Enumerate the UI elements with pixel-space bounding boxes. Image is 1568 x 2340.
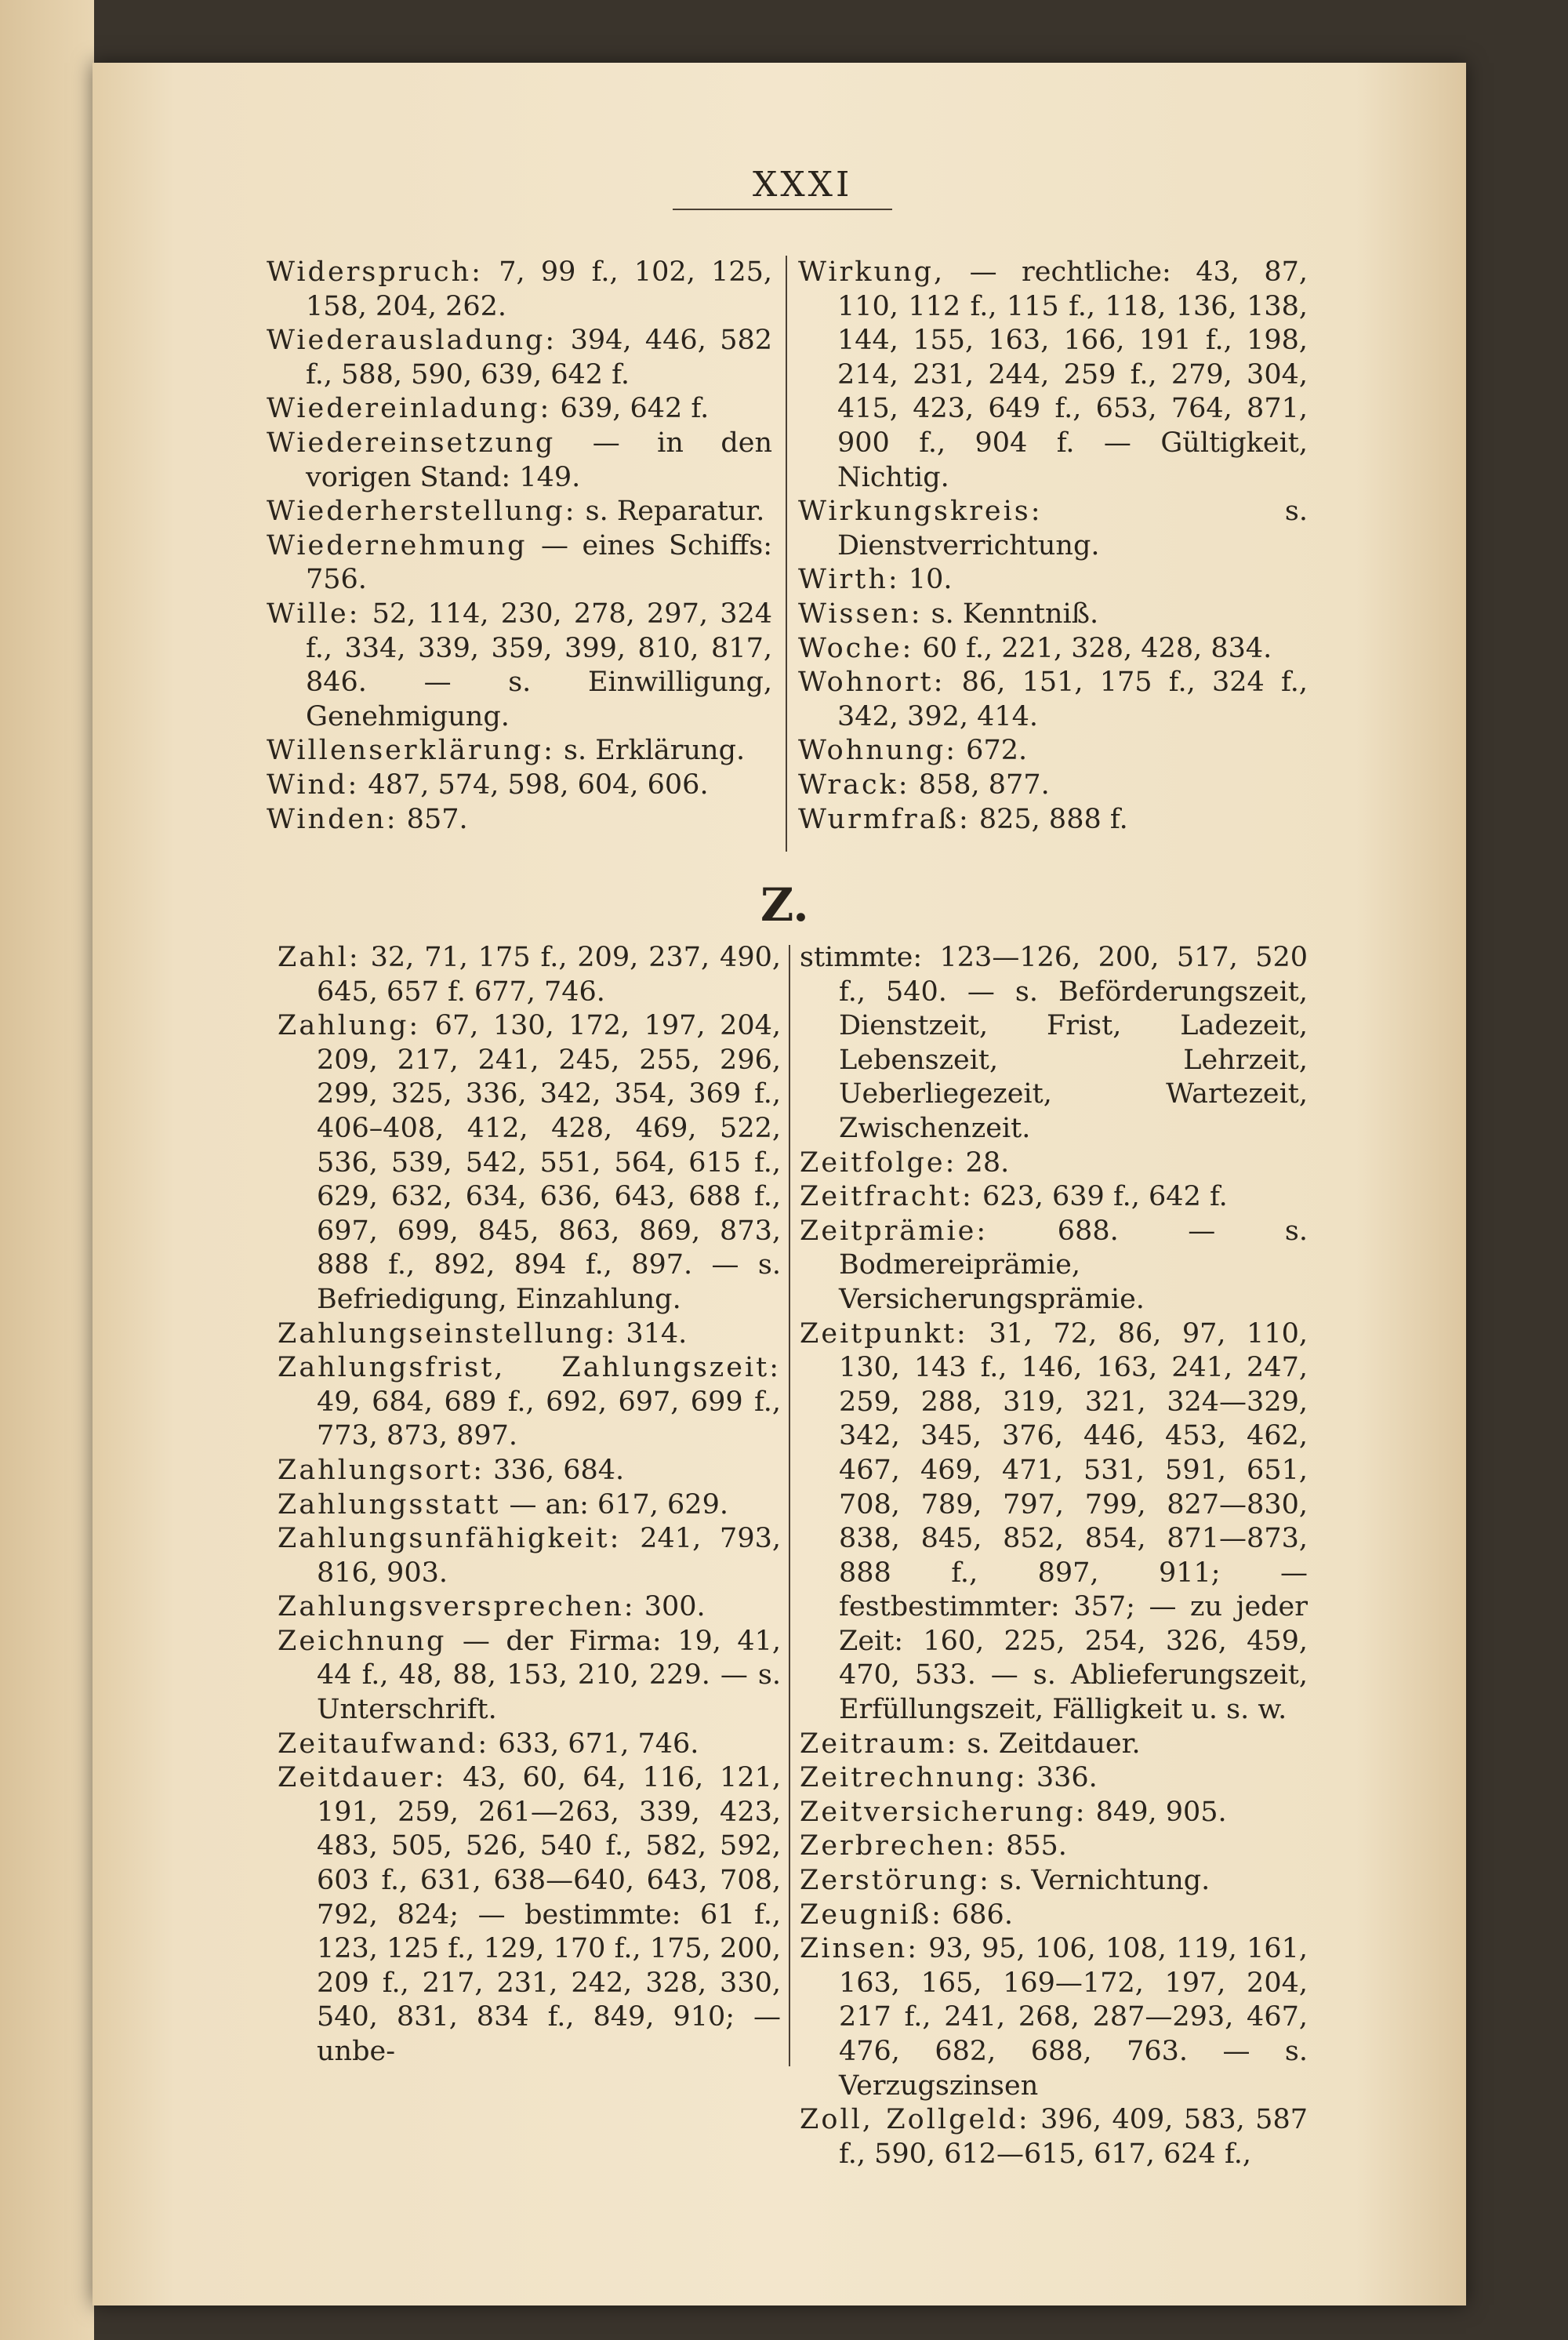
index-references: stimmte: 123—126, 200, 517, 520 f., 540. — s. Beförderungszeit, Dienstzeit, Frist, Ladezeit, Lebenszeit, Lehrzeit, Ueberliegezeit, Wartezeit, Zwischenzeit.	[800, 942, 1308, 1144]
index-references: 855.	[996, 1830, 1067, 1862]
index-references: 857.	[397, 803, 468, 835]
index-headword: Wirkung,	[798, 256, 946, 288]
index-headword: Zeitrechnung:	[800, 1762, 1028, 1794]
index-references: 93, 95, 106, 108, 119, 161, 163, 165, 169—172, 197, 204, 217 f., 241, 268, 287—293, 467, 476, 682, 688, 763. — s. Verzugszinsen	[839, 1933, 1308, 2102]
column-bottom-left	[278, 941, 781, 2069]
index-references: 86, 151, 175 f., 324 f., 342, 392, 414.	[837, 667, 1308, 732]
index-references: s. Reparatur.	[576, 496, 765, 528]
index-references: 241, 793, 816, 903.	[317, 1523, 781, 1589]
index-entry	[798, 563, 1308, 598]
index-entry	[278, 1761, 781, 2069]
index-references: — der Firma: 19, 41, 44 f., 48, 88, 153, 210, 229. — s. Unterschrift.	[317, 1625, 781, 1726]
index-entry	[278, 1625, 781, 1728]
index-headword: Willenserklärung:	[267, 735, 555, 767]
index-entry	[800, 1215, 1308, 1317]
index-headword: Zahl:	[278, 942, 361, 973]
index-references: 396, 409, 583, 587 f., 590, 612—615, 617, 624 f.,	[839, 2104, 1308, 2170]
index-references: 487, 574, 598, 604, 606.	[359, 768, 709, 801]
index-references: 32, 71, 175 f., 209, 237, 490, 645, 657 f. 677, 746.	[317, 942, 781, 1008]
index-entry	[278, 1351, 781, 1454]
index-headword: Zeugniß:	[800, 1899, 943, 1931]
column-divider-top	[786, 256, 787, 852]
index-headword: Zeitprämie:	[800, 1215, 989, 1247]
index-headword: Wiedereinsetzung	[267, 427, 556, 459]
index-headword: Woche:	[798, 632, 914, 664]
index-headword: Zerstörung:	[800, 1865, 991, 1897]
index-headword: Zeitfolge:	[800, 1146, 957, 1179]
index-references: — in den vorigen Stand: 149.	[306, 427, 772, 493]
index-headword: Zeitversicherung:	[800, 1796, 1087, 1828]
index-references: — an: 617, 629.	[500, 1488, 728, 1521]
index-headword: Wurmfraß:	[798, 803, 971, 835]
index-references: s. Vernichtung.	[990, 1865, 1210, 1897]
index-headword: Zinsen:	[800, 1933, 920, 1965]
index-entry	[278, 1009, 781, 1317]
index-entry	[278, 941, 781, 1009]
index-headword: Wirth:	[798, 564, 900, 596]
index-entry	[267, 529, 772, 598]
index-references: 639, 642 f.	[551, 393, 710, 425]
index-references: 623, 639 f., 642 f.	[973, 1181, 1228, 1213]
index-headword: Zahlungsversprechen:	[278, 1591, 636, 1623]
index-headword: Widerspruch:	[267, 256, 483, 288]
index-references: 336.	[1027, 1762, 1098, 1794]
index-entry	[798, 666, 1308, 734]
index-headword: Wohnung:	[798, 735, 958, 767]
index-headword: Wiedernehmung	[267, 529, 528, 561]
index-references: 336, 684.	[485, 1454, 625, 1486]
index-references: s. Dienstverrichtung.	[837, 496, 1308, 561]
index-entry	[267, 768, 772, 803]
index-references: 686.	[942, 1899, 1013, 1931]
index-headword: Zahlungsfrist, Zahlungszeit:	[278, 1352, 781, 1384]
index-references: 28.	[956, 1146, 1010, 1179]
index-entry	[278, 1522, 781, 1590]
index-headword: Wille:	[267, 598, 361, 630]
index-entry	[278, 1590, 781, 1625]
index-references: s. Kenntniß.	[922, 598, 1099, 630]
index-entry	[798, 256, 1308, 495]
index-entry	[267, 324, 772, 392]
index-references: 67, 130, 172, 197, 204, 209, 217, 241, 245, 255, 296, 299, 325, 336, 342, 354, 369 f., 406–408, 412, 428, 469, 522, 536, 539, 542, 551, 564, 615 f., 629, 632, 634, 636, 643, 688 f., 697, 699, 845, 863, 869, 873, 888 f., 892, 894 f., 897. — s. Befriedigung, Einzahlung.	[317, 1010, 781, 1315]
column-bottom-right	[800, 941, 1308, 2171]
header-rule	[673, 209, 892, 210]
index-entry	[800, 1932, 1308, 2103]
book-spine	[0, 0, 94, 2340]
index-references: 688. — s. Bodmereiprämie, Versicherungsprämie.	[839, 1215, 1308, 1315]
index-entry	[800, 1317, 1308, 1728]
index-references: 49, 684, 689 f., 692, 697, 699 f., 773, 873, 897.	[317, 1386, 781, 1452]
index-entry	[800, 1728, 1308, 1762]
index-headword: Zahlungseinstellung:	[278, 1317, 618, 1350]
index-references: 7, 99 f., 102, 125, 158, 204, 262.	[306, 256, 772, 322]
index-references: s. Erklärung.	[554, 735, 746, 767]
index-entry	[267, 427, 772, 495]
index-headword: Zahlungsort:	[278, 1454, 485, 1486]
index-entry	[800, 2103, 1308, 2171]
index-headword: Zerbrechen:	[800, 1830, 997, 1862]
index-references: 633, 671, 746.	[489, 1728, 699, 1760]
index-headword: Zeitpunkt:	[800, 1317, 968, 1350]
index-entry	[798, 632, 1308, 667]
index-headword: Zeitdauer:	[278, 1762, 447, 1794]
index-entry	[800, 1899, 1308, 1933]
index-entry	[800, 941, 1308, 1146]
index-headword: Wissen:	[798, 598, 923, 630]
index-headword: Zeitaufwand:	[278, 1728, 490, 1760]
index-entry	[267, 734, 772, 768]
index-headword: Wiedereinladung:	[267, 393, 552, 425]
index-headword: Zahlung:	[278, 1010, 421, 1042]
index-entry	[267, 803, 772, 838]
index-entry	[278, 1454, 781, 1488]
index-references: 43, 60, 64, 116, 121, 191, 259, 261—263, 339, 423, 483, 505, 526, 540 f., 582, 592, 603 f., 631, 638—640, 643, 708, 792, 824; — bestimmte: 61 f., 123, 125 f., 129, 170 f., 175, 200, 209 f., 217, 231, 242, 328, 330, 540, 831, 834 f., 849, 910; — unbe-	[317, 1762, 781, 2067]
index-headword: Zeitfracht:	[800, 1181, 974, 1213]
index-entry	[800, 1796, 1308, 1830]
index-headword: Wind:	[267, 768, 360, 801]
index-entry	[800, 1864, 1308, 1899]
index-headword: Zahlungsunfähigkeit:	[278, 1523, 622, 1555]
index-entry	[278, 1317, 781, 1352]
index-references: 825, 888 f.	[970, 803, 1128, 835]
index-entry	[278, 1488, 781, 1523]
index-references: 31, 72, 86, 97, 110, 130, 143 f., 146, 163, 241, 247, 259, 288, 319, 321, 324—329, 342, 345, 376, 446, 453, 462, 467, 469, 471, 531, 591, 651, 708, 789, 797, 799, 827—830, 838, 845, 852, 854, 871—873, 888 f., 897, 911; — festbestimmter: 357; — zu jeder Zeit: 160, 225, 254, 326, 459, 470, 533. — s. Ablieferungszeit, Erfüllungszeit, Fälligkeit u. s. w.	[839, 1317, 1308, 1726]
index-headword: Zahlungsstatt	[278, 1488, 501, 1521]
index-headword: Wiederherstellung:	[267, 496, 577, 528]
index-references: 60 f., 221, 328, 428, 834.	[913, 632, 1272, 664]
index-headword: Zeitraum:	[800, 1728, 959, 1760]
index-entry	[798, 495, 1308, 563]
index-entry	[800, 1761, 1308, 1796]
index-references: — eines Schiffs: 756.	[306, 529, 772, 596]
index-references: 849, 905.	[1087, 1796, 1227, 1828]
index-entry	[267, 495, 772, 529]
index-references: 394, 446, 582 f., 588, 590, 639, 642 f.	[306, 325, 772, 391]
column-top-right	[798, 256, 1308, 837]
index-entry	[798, 803, 1308, 838]
column-divider-bottom	[789, 945, 790, 2066]
index-headword: Wrack:	[798, 768, 910, 801]
index-references: 314.	[617, 1317, 688, 1350]
index-entry	[798, 598, 1308, 632]
index-headword: Wiederausladung:	[267, 325, 557, 357]
index-entry	[798, 734, 1308, 768]
index-references: s. Zeitdauer.	[958, 1728, 1141, 1760]
index-entry	[278, 1728, 781, 1762]
index-entry	[267, 598, 772, 734]
index-headword: Wohnort:	[798, 667, 946, 699]
index-references: 300.	[635, 1591, 706, 1623]
index-entry	[267, 256, 772, 324]
index-references: 52, 114, 230, 278, 297, 324 f., 334, 339, 359, 399, 810, 817, 846. — s. Einwilligung, Genehmigung.	[306, 598, 772, 732]
index-headword: Wirkungskreis:	[798, 496, 1043, 528]
index-headword: Zeichnung	[278, 1625, 447, 1657]
index-entry	[267, 392, 772, 427]
index-headword: Zoll, Zollgeld:	[800, 2104, 1030, 2136]
index-references: 672.	[957, 735, 1028, 767]
index-entry	[800, 1180, 1308, 1215]
index-headword: Winden:	[267, 803, 398, 835]
index-references: 10.	[899, 564, 953, 596]
page-number: XXXI	[753, 165, 853, 205]
index-entry	[798, 768, 1308, 803]
index-entry	[800, 1146, 1308, 1181]
index-references: 858, 877.	[909, 768, 1050, 801]
section-letter: Z.	[760, 878, 809, 932]
index-references: — rechtliche: 43, 87, 110, 112 f., 115 f., 118, 136, 138, 144, 155, 163, 166, 191 f., 198, 214, 231, 244, 259 f., 279, 304, 415, 423, 649 f., 653, 764, 871, 900 f., 904 f. — Gültigkeit, Nichtig.	[837, 256, 1308, 493]
index-entry	[800, 1829, 1308, 1864]
column-top-left	[267, 256, 772, 837]
